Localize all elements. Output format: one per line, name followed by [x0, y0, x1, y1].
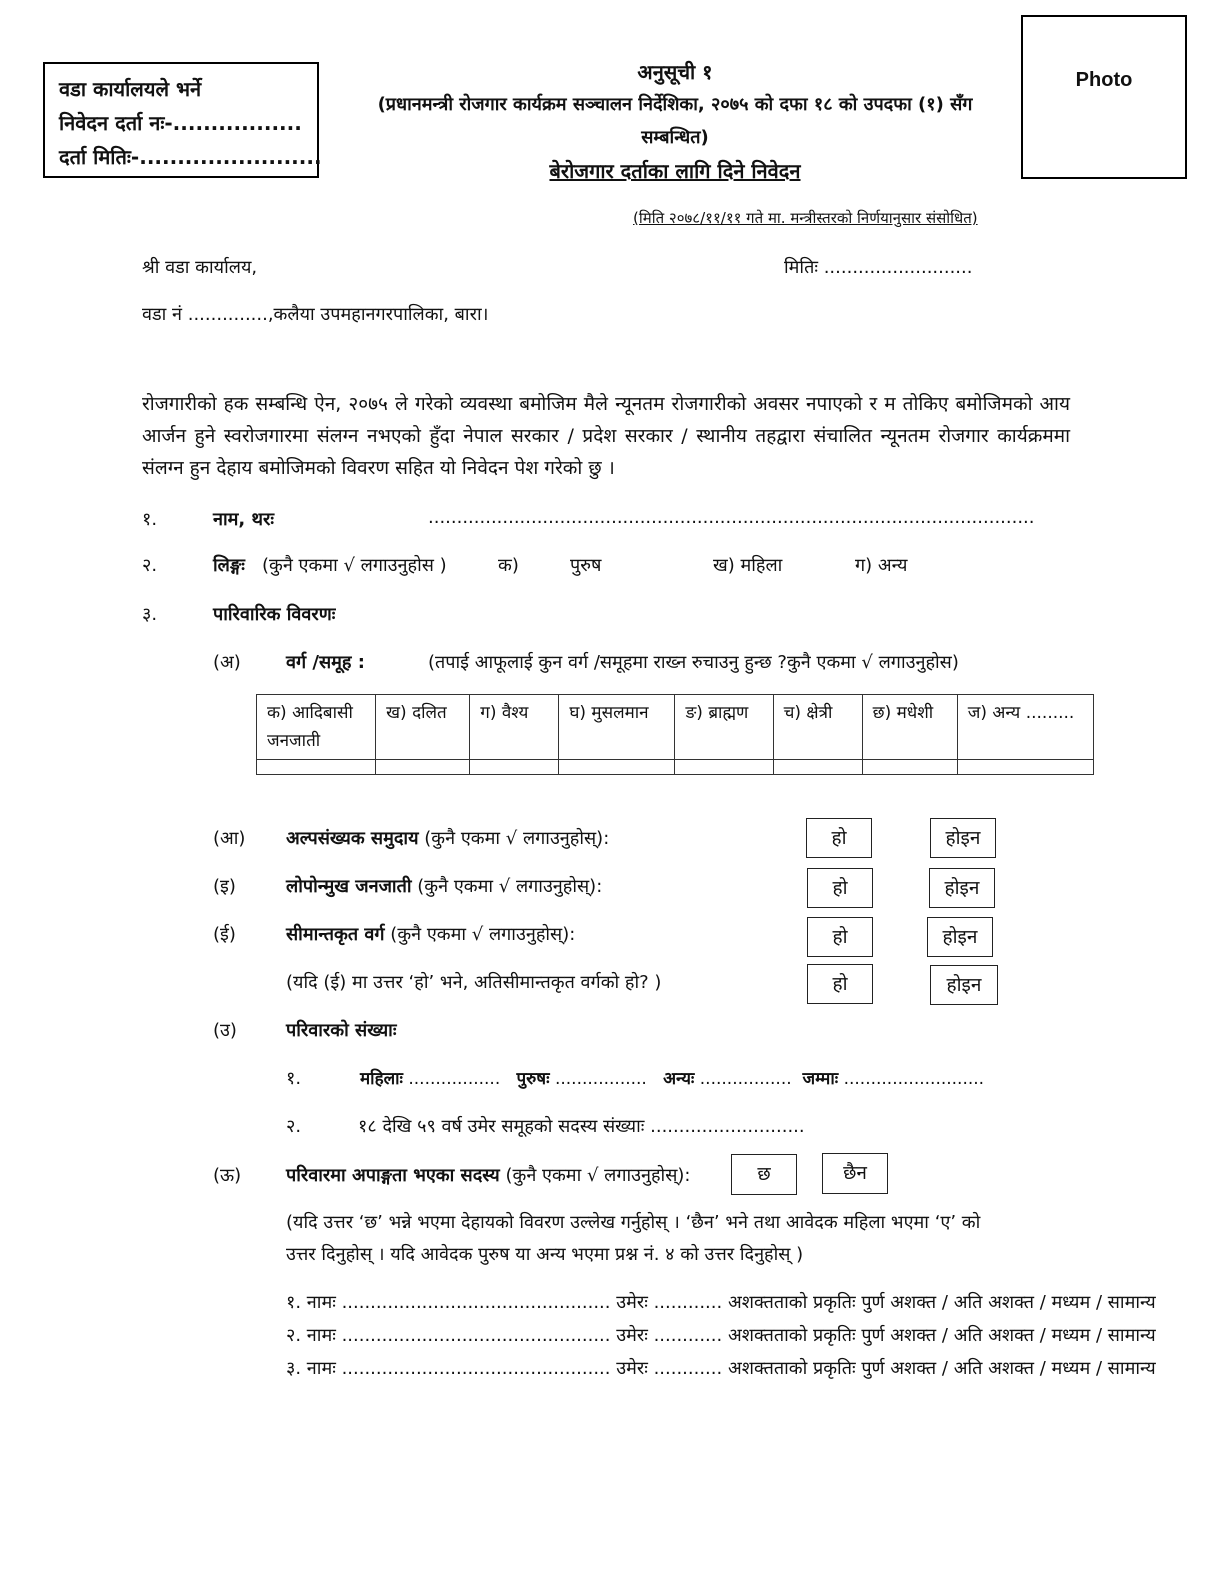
office-use-box — [43, 62, 322, 178]
female-count-field[interactable]: ................. — [408, 1069, 501, 1089]
registration-date[interactable]: दर्ता मितिः-........................ — [59, 145, 322, 169]
disabled-member-row-1[interactable]: १. नामः ............................................... उमेरः ............ अशक्तताको प्रकृतिः पुर्ण अशक्त / अति अशक्त / मध्यम / सामान्य — [286, 1292, 1156, 1313]
q3-number: ३. — [142, 604, 158, 625]
category-other: ज) अन्य ......... — [957, 695, 1093, 760]
endangered-yes-box[interactable]: हो — [807, 868, 873, 908]
category-table — [256, 694, 1094, 775]
gender-option-other[interactable]: ग) अन्य — [855, 555, 908, 576]
marginalized-no-box[interactable]: होइन — [927, 917, 993, 957]
category-vaishya: ग) वैश्य — [470, 695, 559, 760]
check-cell-vaishya[interactable] — [470, 760, 559, 775]
other-count-field[interactable]: ................. — [699, 1069, 792, 1089]
q3uu-note-line-2: उत्तर दिनुहोस् । यदि आवेदक पुरुष या अन्य भएमा प्रश्न नं. ४ को उत्तर दिनुहोस् ) — [286, 1244, 804, 1265]
q3ii-hint: (कुनै एकमा √ लगाउनुहोस्): — [390, 924, 576, 945]
category-madheshi: छ) मधेशी — [862, 695, 957, 760]
photo-box[interactable] — [1021, 15, 1187, 179]
disability-no-box[interactable]: छैन — [822, 1153, 888, 1194]
check-cell-muslim[interactable] — [559, 760, 675, 775]
q3a-label: वर्ग /समूह : — [286, 652, 365, 673]
date-field[interactable]: मितिः .......................... — [784, 257, 973, 278]
minority-no-box[interactable]: होइन — [930, 818, 996, 858]
disabled-member-row-2[interactable]: २. नामः ............................................... उमेरः ............ अशक्तताको प्रकृतिः पुर्ण अशक्त / अति अशक्त / मध्यम / सामान्य — [286, 1325, 1156, 1346]
q3ii-text — [286, 922, 575, 946]
reference-line-2: सम्बन्धित) — [641, 127, 709, 148]
name-field[interactable]: .......................................................................................................... — [428, 507, 1035, 528]
q3u-label: परिवारको संख्याः — [286, 1020, 397, 1041]
female-label: महिलाः — [360, 1069, 403, 1089]
q3uu-key: (ऊ) — [213, 1165, 242, 1186]
q3uu-hint: (कुनै एकमा √ लगाउनुहोस्): — [505, 1165, 691, 1186]
check-cell-adibasi[interactable] — [257, 760, 376, 775]
endangered-no-box[interactable]: होइन — [929, 868, 995, 908]
q3u-row2-number: २. — [286, 1116, 302, 1137]
total-count-field[interactable]: .......................... — [843, 1069, 985, 1089]
male-label: पुरुषः — [516, 1069, 550, 1089]
gender-option-female[interactable]: ख) महिला — [713, 555, 783, 576]
q3a-hint: (तपाई आफूलाई कुन वर्ग /समूहमा राख्न रुचाउनु हुन्छ ?कुनै एकमा √ लगाउनुहोस) — [428, 652, 959, 673]
q3ii-key: (ई) — [213, 924, 236, 945]
marginalized-yes-box[interactable]: हो — [807, 917, 873, 957]
q3aa-label: अल्पसंख्यक समुदाय — [286, 828, 419, 849]
extremely-marginalized-no-box[interactable]: होइन — [930, 965, 998, 1005]
q3ii-label: सीमान्तकृत वर्ग — [286, 924, 385, 945]
q3i-label: लोपोन्मुख जनजाती — [286, 876, 412, 897]
intro-paragraph: रोजगारीको हक सम्बन्धि ऐन, २०७५ ले गरेको व्यवस्था बमोजिम मैले न्यूनतम रोजगारीको अवसर नपाएको र म तोकिए बमोजिमको आय आर्जन हुने स्वरोजगारमा संलग्न नभएको हुँदा नेपाल सरकार / प्रदेश सरकार / स्थानीय तहद्वारा संचालित न्यूनतम रोजगार कार्यक्रममा संलग्न हुन देहाय बमोजिमको विवरण सहित यो निवेदन पेश गरेको छु । — [142, 393, 1070, 479]
q1-number: १. — [142, 509, 158, 530]
q3aa-key: (आ) — [213, 828, 246, 849]
category-muslim: घ) मुसलमान — [559, 695, 675, 760]
q3a-key: (अ) — [213, 652, 241, 673]
check-cell-other[interactable] — [957, 760, 1093, 775]
q2-label: लिङ्गः — [213, 555, 245, 576]
q3u-key: (उ) — [213, 1020, 237, 1041]
family-count-row — [360, 1066, 984, 1089]
category-adibasi: क) आदिबासी जनजाती — [257, 695, 376, 760]
q3aa-hint: (कुनै एकमा √ लगाउनुहोस्): — [424, 828, 610, 849]
male-count-field[interactable]: ................. — [554, 1069, 647, 1089]
addressee: श्री वडा कार्यालय, — [142, 257, 258, 278]
q2-number: २. — [142, 555, 158, 576]
form-title: बेरोजगार दर्ताका लागि दिने निवेदन — [549, 159, 801, 183]
q3i-key: (इ) — [213, 876, 236, 897]
schedule-heading: अनुसूची १ — [637, 60, 713, 84]
q2-hint: (कुनै एकमा √ लगाउनुहोस ) — [262, 555, 447, 576]
q3i-hint: (कुनै एकमा √ लगाउनुहोस्): — [417, 876, 603, 897]
photo-label: Photo — [1075, 69, 1133, 91]
check-cell-dalit[interactable] — [376, 760, 470, 775]
q3uu-text — [286, 1163, 690, 1187]
working-age-count-field[interactable]: १८ देखि ५९ वर्ष उमेर समूहको सदस्य संख्याः ........................... — [358, 1116, 805, 1137]
q3aa-text — [286, 826, 609, 850]
disability-yes-box[interactable]: छ — [731, 1154, 797, 1195]
disabled-member-row-3[interactable]: ३. नामः ............................................... उमेरः ............ अशक्तताको प्रकृतिः पुर्ण अशक्त / अति अशक्त / मध्यम / सामान्य — [286, 1358, 1156, 1379]
extremely-marginalized-yes-box[interactable]: हो — [807, 964, 873, 1004]
q3uu-label: परिवारमा अपाङ्गता भएका सदस्य — [286, 1165, 500, 1186]
category-dalit: ख) दलित — [376, 695, 470, 760]
total-label: जम्माः — [802, 1069, 839, 1089]
check-cell-brahmin[interactable] — [675, 760, 773, 775]
q3uu-note-line-1: (यदि उत्तर ‘छ’ भन्ने भएमा देहायको विवरण उल्लेख गर्नुहोस् । ‘छैन’ भने तथा आवेदक महिला भएमा ‘ए’ को — [286, 1212, 981, 1233]
check-cell-kshetri[interactable] — [773, 760, 862, 775]
application-registration-number[interactable]: निवेदन दर्ता नः-................. — [59, 111, 302, 135]
check-cell-madheshi[interactable] — [862, 760, 957, 775]
minority-yes-box[interactable]: हो — [806, 818, 872, 858]
other-label: अन्यः — [663, 1069, 695, 1089]
q3u-row1-number: १. — [286, 1068, 302, 1089]
amendment-note: (मिति २०७८/११/११ गते मा. मन्त्रीस्तरको निर्णयानुसार संसोधित) — [633, 209, 978, 227]
q3-label: पारिवारिक विवरणः — [213, 604, 336, 625]
ward-field[interactable]: वडा नं ..............,कलैया उपमहानगरपालिका, बारा। — [142, 304, 489, 325]
category-kshetri: च) क्षेत्री — [773, 695, 862, 760]
gender-option-male-key[interactable]: क) — [498, 555, 519, 576]
category-brahmin: ङ) ब्राह्मण — [675, 695, 773, 760]
q3i-text — [286, 874, 602, 898]
gender-option-male[interactable]: पुरुष — [570, 555, 602, 576]
q3ii-follow-up: (यदि (ई) मा उत्तर ‘हो’ भने, अतिसीमान्तकृत वर्गको हो? ) — [286, 972, 662, 993]
q1-label: नाम, थरः — [213, 509, 275, 530]
office-use-heading: वडा कार्यालयले भर्ने — [59, 77, 202, 101]
reference-line-1: (प्रधानमन्त्री रोजगार कार्यक्रम सञ्चालन निर्देशिका, २०७५ को दफा १८ को उपदफा (१) सँग — [377, 94, 973, 115]
